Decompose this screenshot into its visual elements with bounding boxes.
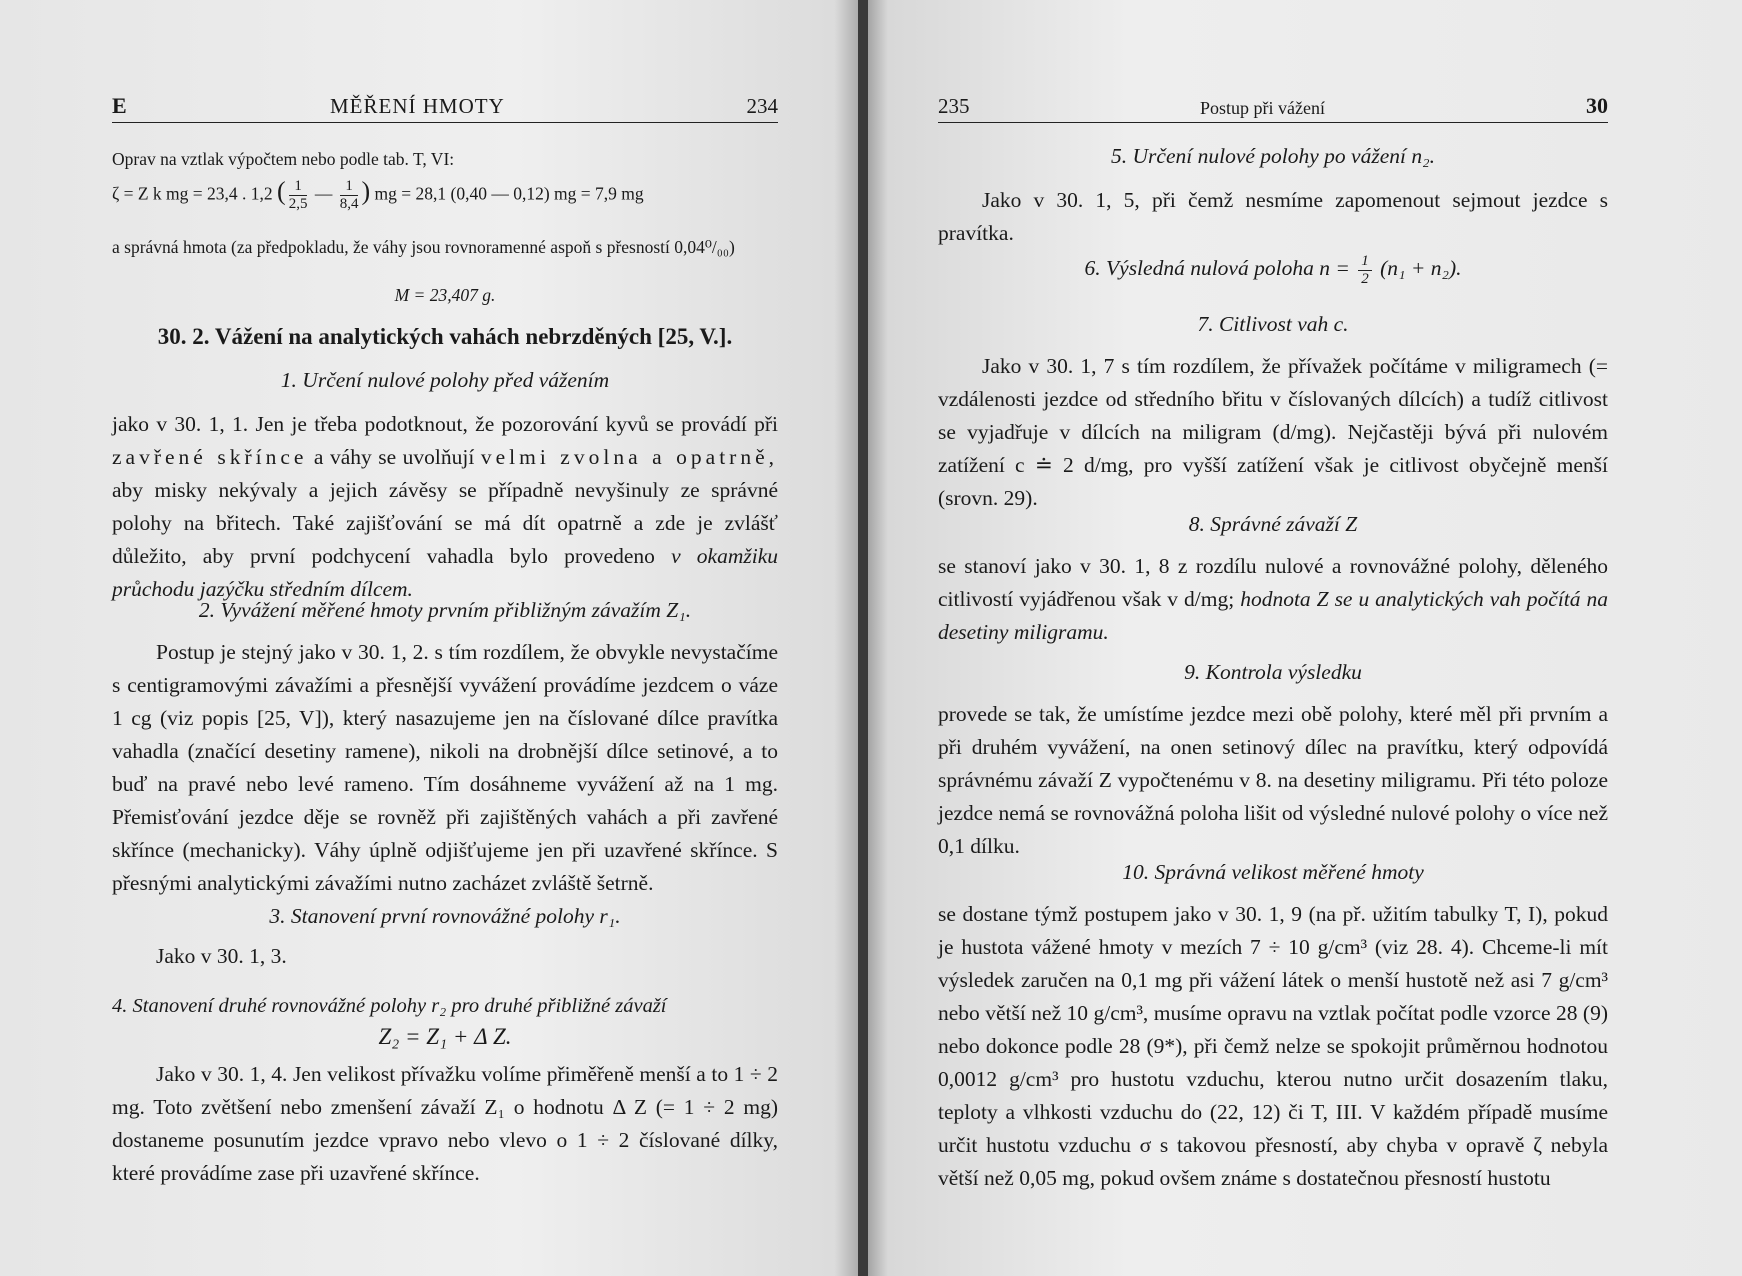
intro-line: Oprav na vztlak výpočtem nebo podle tab. T, VI:: [112, 149, 455, 169]
section-number: 30: [1586, 93, 1608, 118]
s2-title: 2. Vyvážení měřené hmoty prvním přibližným závažím Z₁.: [198, 598, 692, 622]
fraction-2: $\frac{1}{8,4}$: [339, 178, 359, 212]
s1-spaced-2: velmi zvolna a opatrně,: [480, 445, 778, 469]
s9-body: provede se tak, že umístíme jezdce mezi obě polohy, které měl při prvním a při druhém vyvážení, na onen setinový dílec na pravítku, který odpovídá správnému závaží Z vypočtenému v 8. na desetiny miligramu. Při této poloze jezdce nemá se rovnovážná poloha lišit od výsledné nulové polohy o více než 0,1 dílku.: [938, 702, 1608, 858]
s6-title: 6. Výsledná nulová poloha n = $\frac{1}{2}$ (n₁ + n₂).: [1084, 252, 1462, 287]
right-running-header: [938, 92, 1608, 123]
s4-formula: Z₂ = Z₁ + Δ Z.: [378, 1024, 512, 1049]
s1-title: 1. Určení nulové polohy před vážením: [280, 368, 610, 392]
mass-result: M = 23,407 g.: [394, 285, 496, 305]
s1-italic: v okamžiku průchodu jazýčku středním dílcem.: [112, 544, 779, 601]
s4-title: 4. Stanovení druhé rovnovážné polohy r₂ pro druhé přibližné závaží: [112, 995, 667, 1017]
s10-body: se dostane týmž postupem jako v 30. 1, 9 (na př. užitím tabulky T, I), pokud je hustota vážené hmoty v mezích 7 ÷ 10 g/cm³ (viz 28. 4). Chceme-li mít výsledek zaručen na 0,1 mg při vážení látek o menší hustotě než asi 7 g/cm³ nebo větší než 10 g/cm³, musíme opravu na vztlak počítat podle vzorce 28 (9) nebo dokonce podle 28 (9*), při čemž nelze se spokojit průměrnou hodnotou 0,0012 g/cm³ pro hustotu vzduchu, kterou nutno určit dosazením tlaku, teploty a vlhkosti vzduchu do (22, 12) či T, III. V každém případě musíme určit hustotu vzduchu σ s takovou přesností, aby chyba v opravě ζ nebyla větší než 0,05 mg, pokud ovšem známe s dostatečnou přesností hustotu: [938, 902, 1608, 1190]
s1-body: jako v 30. 1, 1. Jen je třeba podotknout, že pozorování kyvů se provádí při zavřené skřínce a váhy se uvolňují velmi zvolna a opatrně, aby misky nekývaly a jejich závěsy se případně nevyšinuly ze správné polohy na břitech. Také zajišťování se má dít opatrně a zde je zvlášť důležito, aby první podchycení vahadla bylo provedeno v okamžiku průchodu jazýčku středním dílcem.: [112, 412, 779, 601]
running-title: Postup při vážení: [1200, 98, 1325, 118]
chapter-letter: E: [112, 93, 127, 118]
s8-title: 8. Správné závaží Z: [1188, 512, 1358, 536]
left-running-header: [112, 92, 778, 123]
s2-body: Postup je stejný jako v 30. 1, 2. s tím rozdílem, že obvykle nevystačíme s centigramovými závažími a přesnější vyvážení provádíme jezdcem o váze 1 cg (viz popis [25, V]), který nasazujeme jen na číslované dílce pravítka vahadla (značící desetiny ramene), nikoli na drobnější dílce setinové, a to buď na pravé nebo levé rameno. Tím dosáhneme vyvážení až na 1 mg. Přemisťování jezdce děje se rovněž při zajištěných vahách a při zavřené skřínce (mechanicky). Váhy úplně odjišťujeme jen při uzavřené skřínce. S přesnými analytickými závažími nutno zacházet zvláště šetrně.: [112, 640, 778, 895]
s6-fraction: $\frac{1}{2}$: [1358, 253, 1372, 288]
chapter-title: MĚŘENÍ HMOTY: [330, 94, 505, 118]
s4-body: Jako v 30. 1, 4. Jen velikost přívažku volíme přiměřeně menší a to 1 ÷ 2 mg. Toto zvětšení nebo zmenšení závaží Z₁ o hodnotu Δ Z (= 1 ÷ 2 mg) dostaneme posunutím jezdce vpravo nebo vlevo o 1 ÷ 2 číslované dílky, které provádíme zase při uzavřené skřínce.: [112, 1062, 778, 1185]
s9-title: 9. Kontrola výsledku: [1184, 660, 1362, 684]
page-number-right: 235: [938, 94, 970, 118]
s5-title: 5. Určení nulové polohy po vážení n₂.: [1111, 144, 1435, 168]
page-number-left: 234: [746, 94, 778, 118]
section-title: 30. 2. Vážení na analytických vahách nebrzděných [25, V.].: [157, 324, 733, 349]
s10-title: 10. Správná velikost měřené hmoty: [1122, 860, 1424, 884]
s3-body: Jako v 30. 1, 3.: [156, 944, 287, 968]
s3-title: 3. Stanovení první rovnovážné polohy r₁.: [269, 904, 621, 928]
s5-body: Jako v 30. 1, 5, při čemž nesmíme zapomenout sejmout jezdce s pravítka.: [938, 188, 1608, 245]
s8-italic: hodnota Z se u analytických vah počítá na desetiny miligramu.: [938, 587, 1609, 644]
s8-body: se stanoví jako v 30. 1, 8 z rozdílu nulové a rovnovážné polohy, děleného citlivostí vyjádřenou však v d/mg; hodnota Z se u analytických vah počítá na desetiny miligramu.: [938, 554, 1609, 644]
fraction-1: $\frac{1}{2,5}$: [288, 178, 308, 212]
mass-text: a správná hmota (za předpokladu, že váhy jsou rovnoramenné aspoň s přesností 0,04⁰/₀₀): [112, 237, 735, 257]
formula-rhs: mg = 28,1 (0,40 — 0,12) mg = 7,9 mg: [374, 183, 644, 204]
s7-title: 7. Citlivost vah c.: [1197, 312, 1349, 336]
s1-spaced-1: zavřené skřínce: [112, 445, 308, 469]
s7-body: Jako v 30. 1, 7 s tím rozdílem, že přívažek počítáme v miligramech (= vzdálenosti jezdce od středního břitu v číslovaných dílcích) a tudíž citlivost se vyjadřuje v dílcích na miligram (d/mg). Nejčastěji bývá při nulovém zatížení c ≐ 2 d/mg, pro vyšší zatížení však je citlivost obyčejně menší (srovn. 29).: [938, 354, 1608, 510]
book-gutter: [858, 0, 868, 1276]
buoyancy-formula: ζ = Z k mg = 23,4 . 1,2 ( $\frac{1}{2,5}$ — $\frac{1}{8,4}$ ) mg = 28,1 (0,40 — 0,12) mg = 7,9 mg: [112, 176, 644, 212]
formula-lhs: ζ = Z k mg = 23,4 . 1,2: [112, 183, 273, 204]
